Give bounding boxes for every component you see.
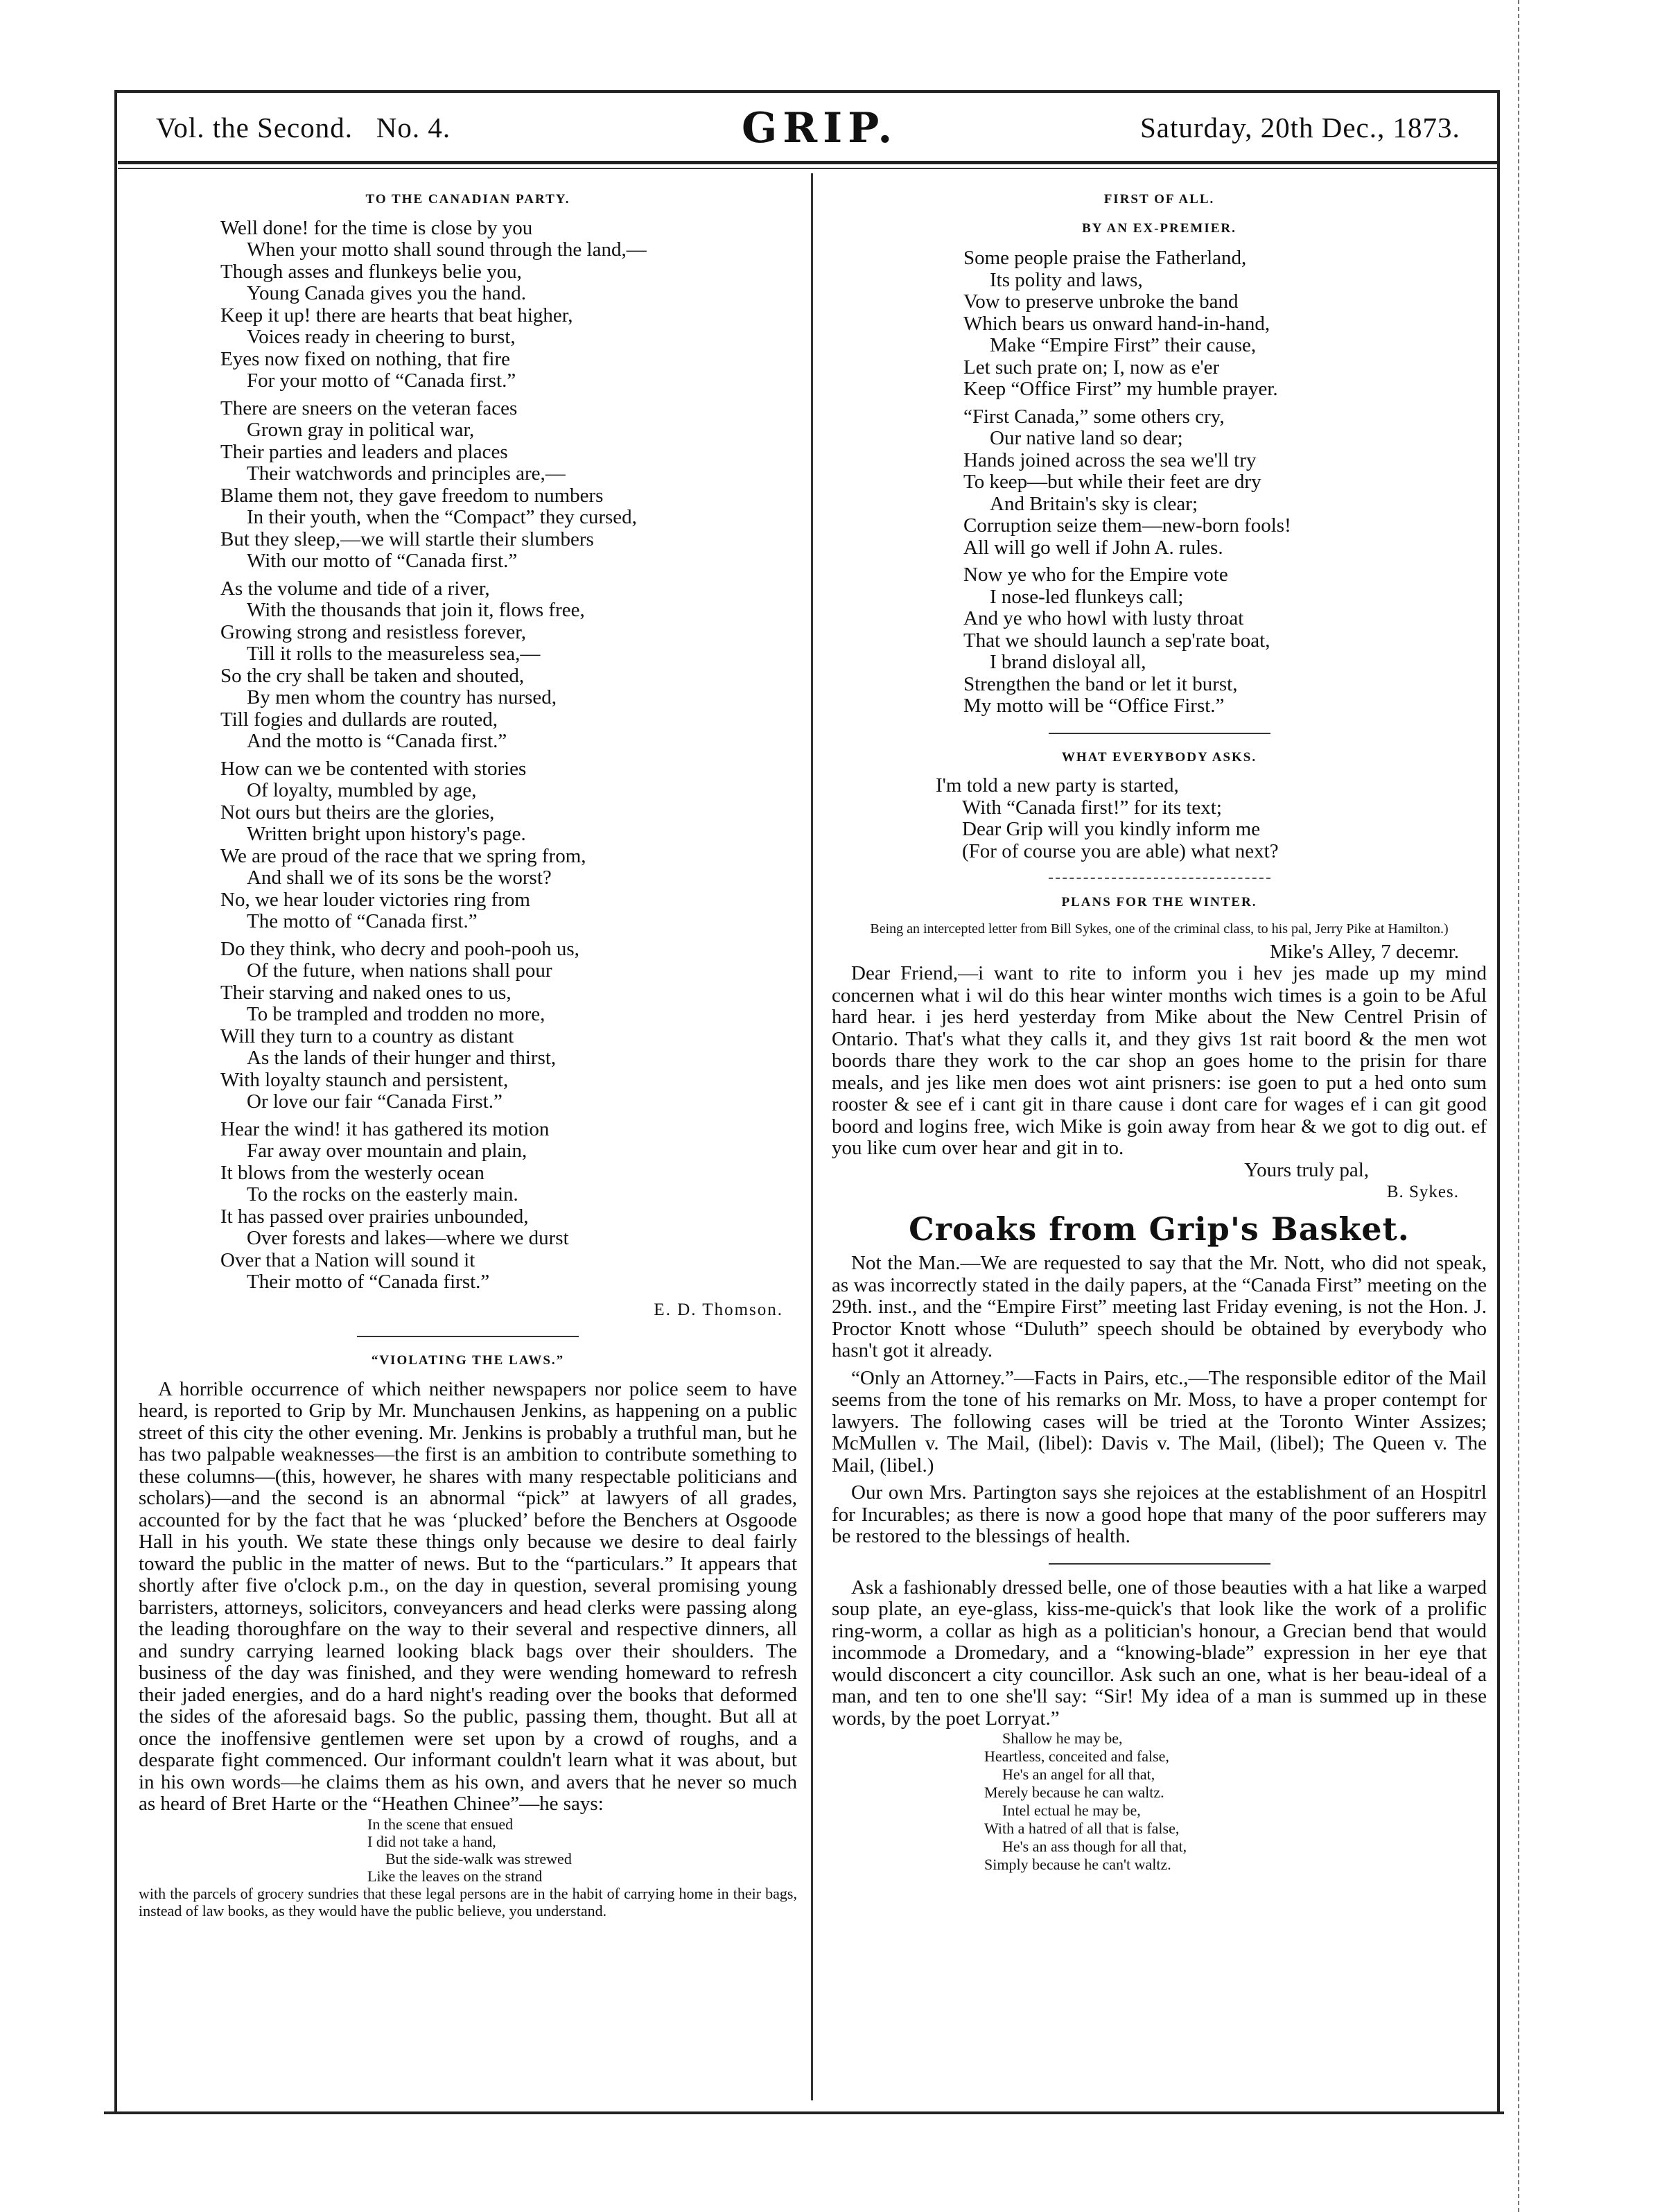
verse-line: Which bears us onward hand-in-hand,	[963, 312, 1270, 335]
masthead-rule-thin	[118, 168, 1497, 169]
letter-dateline: Mike's Alley, 7 decemr.	[1269, 940, 1459, 963]
left-column	[139, 186, 797, 1919]
page-edge-line	[1518, 0, 1519, 2212]
verse-line: Hands joined across the sea we'll try	[963, 449, 1257, 471]
verse-line: Well done! for the time is close by you	[220, 216, 533, 239]
verse-line: Blame them not, they gave freedom to numbers	[220, 484, 604, 507]
verse-line: Like the leaves on the strand	[367, 1867, 543, 1885]
verse-line: And the motto is “Canada first.”	[247, 730, 507, 752]
verse-line: In the scene that ensued	[367, 1815, 514, 1833]
verse-line: By men whom the country has nursed,	[247, 686, 557, 708]
verse-line: As the lands of their hunger and thirst,	[247, 1047, 557, 1069]
verse-line: Their watchwords and principles are,—	[247, 462, 566, 485]
verse-line: Grown gray in political war,	[247, 419, 475, 441]
verse-line: Eyes now fixed on nothing, that fire	[220, 347, 510, 370]
verse-line: Its polity and laws,	[990, 268, 1143, 291]
quatrain	[936, 775, 1487, 862]
letter-closing: Yours truly pal,	[1244, 1158, 1369, 1181]
verse-line: To keep—but while their feet are dry	[963, 471, 1261, 493]
poem-canadian-party	[220, 218, 797, 1294]
verse-line: Hear the wind! it has gathered its motion	[220, 1117, 550, 1140]
verse-line: Growing strong and resistless forever,	[220, 620, 526, 643]
verse-line: Their starving and naked ones to us,	[220, 981, 512, 1004]
croak-paragraph: Not the Man.—We are requested to say that the Mr. Nott, who did not speak, as was incorrectly stated in the daily papers, at the “Canada First” meeting on the 29th. inst., and the “Empire First” meeting last Friday evening, is not the Hon. J. Proctor Knott whose “Duluth” speech should be obtained by everybody who hasn't got it already.	[832, 1252, 1487, 1361]
verse-line: And shall we of its sons be the worst?	[247, 866, 552, 889]
verse-line: We are proud of the race that we spring from,	[220, 844, 586, 867]
verse-line: In their youth, when the “Compact” they cursed,	[247, 506, 637, 528]
masthead-rule	[118, 161, 1497, 164]
poem-byline: BY AN EX-PREMIER.	[1082, 220, 1237, 236]
frame-top	[114, 90, 1497, 93]
poem-title: FIRST OF ALL.	[1103, 192, 1215, 207]
section-rule	[357, 1336, 579, 1337]
verse-line: With our motto of “Canada first.”	[247, 550, 518, 572]
article-body: A horrible occurrence of which neither newspapers nor police seem to have heard, is reported to Grip by Mr. Munchausen Jenkins, as happening on a public street of this city the other evening. Mr. Jenkins is probably a truthful man, but he has two palpable weaknesses—the first is an ambition to contribute something to these columns—(this, however, he shares with many respectable politicians and scholars)—and the second is an abnormal “pick” at lawyers of all grades, accounted for by the fact that he was ‘plucked’ before the Benchers at Osgoode Hall in his youth. We state these things only because we desire to deal fairly toward the public in the matter of news. But to the “particulars.” It appears that shortly after five o'clock p.m., on the day in question, several promising young barristers, attorneys, solicitors, conveyancers and head clerks were passing along the leading thoroughfare on the way to their several and respective dinners, all and sundry carrying learned looking black bags over their shoulders. The business of the day was finished, and they were wending homeward to refresh their jaded energies, and do a hard night's reading over the books that deformed the sides of the aforesaid bags. So the public, passing them, thought. But all at once the inoffensive gentlemen were set upon by a crowd of roughs, and a desparate fight commenced. Our informant couldn't learn what it was about, but in his own words—he claims them as his own, and avers that he never so much as heard of Bret Harte or the “Heathen Chinee”—he says:	[139, 1377, 797, 1815]
verse-line: With “Canada first!” for its text;	[962, 796, 1222, 819]
croak-paragraph: Our own Mrs. Partington says she rejoices at the establishment of an Hospitrl for Incurables; as there is now a good hope that many of the poor sufferers may be restored to the blessings of health.	[832, 1481, 1487, 1547]
frame-right	[1497, 90, 1500, 2114]
verse-line: Corruption seize them—new-born fools!	[963, 514, 1291, 537]
verse-line: Some people praise the Fatherland,	[963, 247, 1247, 269]
verse-line: Not ours but theirs are the glories,	[220, 801, 495, 824]
letter-signature: B. Sykes.	[1386, 1183, 1459, 1201]
verse-line: Young Canada gives you the hand.	[247, 282, 527, 304]
stanza	[220, 578, 797, 753]
verse-line: Till fogies and dullards are routed,	[220, 708, 498, 731]
verse-line: With the thousands that join it, flows free,	[247, 599, 585, 621]
verse-line: Make “Empire First” their cause,	[990, 334, 1257, 356]
letter-title: PLANS FOR THE WINTER.	[1061, 895, 1257, 909]
verse-line: He's an angel for all that,	[1002, 1766, 1155, 1783]
verse-line: But they sleep,—we will startle their slumbers	[220, 528, 594, 550]
quatrain-title: WHAT EVERYBODY ASKS.	[1061, 749, 1257, 765]
verse-line: Written bright upon history's page.	[247, 823, 526, 845]
right-column	[832, 186, 1487, 1874]
poem-author: E. D. Thomson.	[654, 1300, 783, 1319]
verse-line: I brand disloyal all,	[990, 651, 1146, 673]
verse-line: Dear Grip will you kindly inform me	[962, 818, 1261, 840]
number-label: No. 4.	[376, 112, 451, 143]
verse-line: I nose-led flunkeys call;	[990, 585, 1184, 608]
letter-intro: Being an intercepted letter from Bill Sykes, one of the criminal class, to his pal, Jerry Pike at Hamilton.)	[870, 921, 1449, 937]
verse-line: Heartless, conceited and false,	[984, 1748, 1169, 1765]
verse-line: So the cry shall be taken and shouted,	[220, 664, 525, 687]
verse-line: But the side-walk was strewed	[385, 1849, 572, 1867]
verse-line: Strengthen the band or let it burst,	[963, 672, 1238, 695]
verse-line: For your motto of “Canada first.”	[247, 369, 516, 392]
column-divider	[811, 173, 813, 2100]
verse-line: Will they turn to a country as distant	[220, 1025, 514, 1047]
verse-line: Of the future, when nations shall pour	[247, 959, 552, 982]
verse-line: How can we be contented with stories	[220, 757, 527, 780]
stanza	[963, 564, 1487, 717]
verse-line: Shallow he may be,	[1002, 1730, 1123, 1747]
belle-verse	[984, 1730, 1487, 1874]
verse-line: He's an ass though for all that,	[1002, 1838, 1187, 1855]
croak-paragraph: “Only an Attorney.”—Facts in Pairs, etc.,—The responsible editor of the Mail seems from the tone of his remarks on Mr. Moss, to have a proper contempt for lawyers. The following cases will be tried at the Toronto Winter Assizes; McMullen v. The Mail, (libel): Davis v. The Mail, (libel); The Queen v. The Mail, (libel.)	[832, 1366, 1487, 1477]
stanza	[220, 398, 797, 573]
article-title: “VIOLATING THE LAWS.”	[371, 1353, 565, 1368]
verse-line: To be trampled and trodden no more,	[247, 1003, 545, 1025]
section-rule	[1049, 878, 1270, 879]
verse-line: Simply because he can't waltz.	[984, 1856, 1171, 1873]
belle-paragraph: Ask a fashionably dressed belle, one of those beauties with a hat like a warped soup plate, an eye-glass, kiss-me-quick's that look like the work of a prolific ring-worm, a collar as high as a politician's honour, a Grecian bend that would incommode a Dromedary, and a “knowing-blade” expression in her eye that would disconcert a city councillor. Ask such an one, what is her beau-ideal of a man, and ten to one she'll say: “Sir! My idea of a man is summed up in these words, by the poet Lorryat.”	[832, 1576, 1487, 1730]
verse-line: Or love our fair “Canada First.”	[247, 1090, 503, 1113]
verse-line: Let such prate on; I, now as e'er	[963, 356, 1220, 378]
frame-left	[114, 90, 117, 2114]
stanza	[963, 247, 1487, 401]
verse-line: The motto of “Canada first.”	[247, 910, 478, 932]
verse-line: “First Canada,” some others cry,	[963, 405, 1225, 428]
verse-line: With loyalty staunch and persistent,	[220, 1068, 509, 1091]
verse-line: It has passed over prairies unbounded,	[220, 1205, 529, 1228]
stanza	[220, 1119, 797, 1294]
verse-line: Merely because he can waltz.	[984, 1784, 1164, 1801]
verse-line: (For of course you are able) what next?	[962, 839, 1279, 862]
verse-line: Their parties and leaders and places	[220, 440, 508, 463]
verse-line: To the rocks on the easterly main.	[247, 1183, 518, 1205]
section-rule	[1049, 1563, 1270, 1565]
croaks-heading: Croaks from Grip's Basket.	[909, 1210, 1410, 1248]
article-verse	[367, 1815, 797, 1885]
verse-line: Over forests and lakes—where we durst	[247, 1227, 569, 1249]
verse-line: It blows from the westerly ocean	[220, 1161, 484, 1184]
verse-line: Till it rolls to the measureless sea,—	[247, 643, 541, 665]
masthead-volume	[156, 111, 451, 144]
verse-line: Keep “Office First” my humble prayer.	[963, 378, 1278, 400]
verse-line: All will go well if John A. rules.	[963, 536, 1223, 559]
verse-line: That we should launch a sep'rate boat,	[963, 629, 1270, 652]
verse-line: Over that a Nation will sound it	[220, 1248, 475, 1271]
verse-line: My motto will be “Office First.”	[963, 695, 1225, 717]
masthead-date: Saturday, 20th Dec., 1873.	[1140, 112, 1460, 143]
poem-first-of-all	[963, 247, 1487, 717]
verse-line: Far away over mountain and plain,	[247, 1140, 527, 1162]
verse-line: Now ye who for the Empire vote	[963, 564, 1228, 586]
masthead-title: GRIP.	[742, 104, 898, 153]
poem-title: TO THE CANADIAN PARTY.	[365, 192, 570, 207]
verse-line: As the volume and tide of a river,	[220, 577, 490, 600]
letter-body: Dear Friend,—i want to rite to inform you i hev jes made up my mind concernen what i wil do this hear winter months wich times is a goin to be Aful hard hear. i jes herd yesterday from Mike about the New Centrel Prisin of Ontario. That's what they calls it, and they givs 1st rait boord & the men wot boords thare they work to the car shop an goes home to the prisin for thare meals, and jes like men does wot aint prisners: ise goen to put a hed onto sum rooster & see ef i cant git in thare cause i dont care for wages ef i can git good boord and logins free, wich Mike is goin away from hear & we got to dig out. ef you like cum over hear and git in to.	[832, 962, 1487, 1159]
verse-line: Our native land so dear;	[990, 427, 1183, 449]
article-tail: with the parcels of grocery sundries that these legal persons are in the habit of carrying home in their bags, instead of law books, as they would have the public believe, you understand.	[139, 1884, 797, 1919]
verse-line: I did not take a hand,	[367, 1832, 496, 1850]
verse-line: No, we hear louder victories ring from	[220, 888, 530, 911]
verse-line: And Britain's sky is clear;	[990, 492, 1198, 515]
verse-line: Keep it up! there are hearts that beat higher,	[220, 304, 573, 326]
verse-line: When your motto shall sound through the land,—	[247, 238, 647, 261]
verse-line: And ye who howl with lusty throat	[963, 607, 1244, 629]
verse-line: Voices ready in cheering to burst,	[247, 326, 516, 348]
verse-line: I'm told a new party is started,	[936, 774, 1179, 796]
verse-line: Do they think, who decry and pooh-pooh us,	[220, 937, 579, 960]
verse-line: Their motto of “Canada first.”	[247, 1271, 490, 1293]
frame-bottom	[104, 2111, 1504, 2114]
verse-line: There are sneers on the veteran faces	[220, 397, 518, 419]
verse-line: Intel ectual he may be,	[1002, 1802, 1141, 1819]
stanza	[963, 406, 1487, 559]
verse-line: Vow to preserve unbroke the band	[963, 290, 1239, 313]
stanza	[220, 939, 797, 1113]
stanza	[220, 218, 797, 392]
stanza	[220, 758, 797, 933]
verse-line: With a hatred of all that is false,	[984, 1820, 1180, 1837]
verse-line: Of loyalty, mumbled by age,	[247, 779, 477, 801]
volume-label: Vol. the Second.	[156, 112, 353, 143]
section-rule	[1049, 733, 1270, 734]
verse-line: Though asses and flunkeys belie you,	[220, 260, 522, 283]
